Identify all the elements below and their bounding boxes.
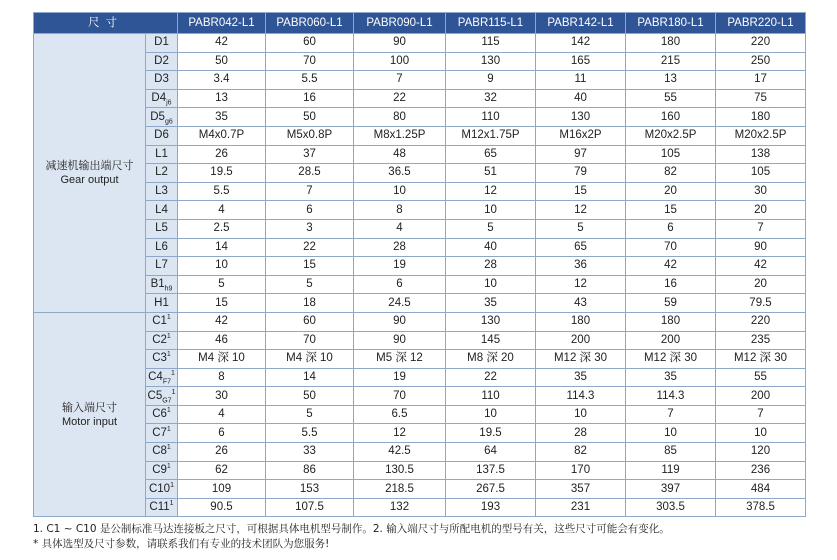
symbol-tolerance: h9 [164,285,173,293]
dimension-value: 15 [266,257,354,276]
dimension-value: 18 [266,294,354,313]
dimension-value: 220 [716,34,806,53]
dimension-value: 70 [626,238,716,257]
dimension-value: 378.5 [716,498,806,517]
header-model: PABR220-L1 [716,13,806,34]
symbol-text: C7 [152,426,167,439]
symbol-tolerance: g6 [164,117,173,125]
dimension-symbol [146,331,178,350]
dimension-value: 30 [178,387,266,406]
dimension-value: 90 [716,238,806,257]
dimension-value: 142 [536,34,626,53]
dimension-value: 132 [354,498,446,517]
dimension-value: 35 [626,368,716,387]
symbol-footnote-mark: 1 [166,351,171,359]
dimension-value: M12 深 30 [626,350,716,369]
dimension-value: 10 [536,405,626,424]
dimension-value: 60 [266,34,354,53]
dimension-value: 484 [716,480,806,499]
dimension-value: 70 [266,52,354,71]
table-row [34,164,806,183]
dimension-symbol [146,480,178,499]
symbol-tolerance: j6 [166,99,172,107]
dimension-value: 15 [626,201,716,220]
group-label-cn: 减速机输出端尺寸 [45,159,134,172]
symbol-text: L7 [155,259,168,272]
dimension-value: 105 [716,164,806,183]
dimension-value: 79.5 [716,294,806,313]
symbol-text: L6 [155,240,168,253]
dimension-value: 231 [536,498,626,517]
dimension-value: 86 [266,461,354,480]
dimension-value: 7 [716,219,806,238]
symbol-footnote-mark: 1 [170,481,174,489]
dimension-value: 64 [446,443,536,462]
dimension-value: 153 [266,480,354,499]
dimension-value: 180 [626,34,716,53]
dimension-value: 138 [716,145,806,164]
symbol-text: D3 [154,73,169,86]
dimension-value: 10 [446,405,536,424]
dimension-value: 50 [266,387,354,406]
symbol-text: B1 [150,278,165,291]
dimension-value: 79 [536,164,626,183]
dimension-value: 70 [354,387,446,406]
dimension-value: 16 [626,275,716,294]
table-row [34,461,806,480]
table-row [34,480,806,499]
table-row [34,424,806,443]
table-row [34,219,806,238]
dimension-value: 180 [626,312,716,331]
table-row [34,275,806,294]
dimension-value: 26 [178,443,266,462]
dimension-value: 235 [716,331,806,350]
dimension-value: 13 [178,89,266,108]
dimension-value: 107.5 [266,498,354,517]
footnotes [33,522,823,552]
symbol-footnote-mark: 1 [166,425,171,433]
dimension-value: 48 [354,145,446,164]
symbol-text: C1 [152,315,167,328]
dimension-value: 200 [536,331,626,350]
dimension-symbol [146,71,178,90]
dimension-value: 9 [446,71,536,90]
dimension-value: 28 [354,238,446,257]
symbol-text: D4 [151,92,167,105]
symbol-text: L3 [155,185,168,198]
dimension-value: 130 [536,108,626,127]
dimension-value: 303.5 [626,498,716,517]
dimension-value: 5.5 [266,71,354,90]
symbol-text: C4 [148,370,163,383]
dimension-value: M20x2.5P [716,126,806,145]
table-row [34,350,806,369]
symbol-text: D6 [154,129,169,142]
dimension-symbol [146,34,178,53]
dimension-value: 114.3 [536,387,626,406]
dimension-value: 36.5 [354,164,446,183]
group-label [34,312,146,517]
header-model: PABR090-L1 [354,13,446,34]
symbol-footnote-mark: 1 [166,444,171,452]
dimension-value: 180 [536,312,626,331]
dimension-value: 19.5 [178,164,266,183]
group-label-cn: 输入端尺寸 [62,401,117,414]
dimension-value: 267.5 [446,480,536,499]
symbol-text: L4 [155,203,168,216]
dimension-value: 110 [446,387,536,406]
symbol-footnote-mark: 1 [166,463,171,471]
symbol-text: C3 [152,352,167,365]
dimension-symbol [146,52,178,71]
dimension-value: 130 [446,312,536,331]
dimension-value: M8 深 20 [446,350,536,369]
dimension-value: 7 [626,405,716,424]
table-row [34,201,806,220]
dimension-value: 85 [626,443,716,462]
dimension-value: M5 深 12 [354,350,446,369]
dimension-value: M16x2P [536,126,626,145]
dimension-value: 397 [626,480,716,499]
dimension-value: 20 [716,275,806,294]
header-model: PABR042-L1 [178,13,266,34]
group-label-en: Motor input [61,415,118,428]
dimension-value: 28 [536,424,626,443]
dimension-value: 97 [536,145,626,164]
dimension-value: 6 [178,424,266,443]
table-row [34,405,806,424]
dimension-value: M8x1.25P [354,126,446,145]
dimension-value: 80 [354,108,446,127]
symbol-footnote-mark: 1 [170,370,175,378]
dimension-value: 4 [178,405,266,424]
dimension-table [33,12,806,517]
header-corner: 尺寸 [34,13,178,34]
dimension-value: 33 [266,443,354,462]
symbol-text: L5 [155,222,168,235]
dimension-value: 130 [446,52,536,71]
symbol-text: L2 [155,166,168,179]
dimension-value: 37 [266,145,354,164]
symbol-tolerance: F7 [162,378,171,386]
dimension-value: 90.5 [178,498,266,517]
dimension-value: 5 [178,275,266,294]
dimension-value: 165 [536,52,626,71]
footnote-line-1: 1. C1 ~ C10 是公制标准马达连接板之尺寸，可根据具体电机型号制作。2. 输入端尺寸与所配电机的型号有关，这些尺寸可能会有变化。 [33,523,670,535]
dimension-value: 5 [266,275,354,294]
dimension-value: 10 [446,201,536,220]
dimension-value: 357 [536,480,626,499]
dimension-value: 12 [536,275,626,294]
dimension-value: M4 深 10 [178,350,266,369]
symbol-text: D1 [154,36,169,49]
dimension-value: 10 [626,424,716,443]
dimension-symbol [146,368,178,387]
dimension-value: 19.5 [446,424,536,443]
dimension-value: M5x0.8P [266,126,354,145]
dimension-value: 3 [266,219,354,238]
table-row [34,331,806,350]
dimension-value: 10 [354,182,446,201]
dimension-symbol [146,89,178,108]
dimension-value: M4x0.7P [178,126,266,145]
dimension-value: 137.5 [446,461,536,480]
dimension-symbol [146,294,178,313]
dimension-symbol [146,498,178,517]
dimension-symbol [146,145,178,164]
dimension-value: 19 [354,368,446,387]
dimension-value: 65 [536,238,626,257]
table-row [34,294,806,313]
dimension-value: 218.5 [354,480,446,499]
dimension-symbol [146,443,178,462]
symbol-text: L1 [155,147,168,160]
dimension-value: 20 [626,182,716,201]
symbol-footnote-mark: 1 [166,332,171,340]
dimension-value: 5 [536,219,626,238]
symbol-footnote-mark: 1 [171,388,176,396]
dimension-value: M12x1.75P [446,126,536,145]
dimension-value: 90 [354,34,446,53]
dimension-symbol [146,387,178,406]
dimension-value: 220 [716,312,806,331]
dimension-value: 12 [446,182,536,201]
dimension-value: 28 [446,257,536,276]
dimension-value: M12 深 30 [716,350,806,369]
table-row [34,145,806,164]
dimension-value: 70 [266,331,354,350]
dimension-value: 200 [716,387,806,406]
table-row [34,238,806,257]
dimension-value: 14 [178,238,266,257]
dimension-symbol [146,312,178,331]
dimension-value: 250 [716,52,806,71]
dimension-value: 17 [716,71,806,90]
header-model: PABR115-L1 [446,13,536,34]
dimension-value: 40 [446,238,536,257]
dimension-value: 110 [446,108,536,127]
dimension-value: 42 [716,257,806,276]
table-row [34,108,806,127]
dimension-value: 200 [626,331,716,350]
dimension-value: 32 [446,89,536,108]
symbol-text: D5 [150,110,165,123]
dimension-value: 62 [178,461,266,480]
dimension-value: 4 [178,201,266,220]
dimension-value: 4 [354,219,446,238]
dimension-value: 170 [536,461,626,480]
dimension-value: 119 [626,461,716,480]
table-row [34,126,806,145]
dimension-value: 40 [536,89,626,108]
dimension-value: 43 [536,294,626,313]
dimension-value: 51 [446,164,536,183]
symbol-text: C10 [148,482,171,495]
footnote-line-2: * 具体选型及尺寸参数，请联系我们有专业的技术团队为您服务! [33,538,330,550]
symbol-text: C2 [152,333,167,346]
symbol-text: D2 [154,54,169,67]
dimension-value: 90 [354,312,446,331]
dimension-value: 30 [716,182,806,201]
dimension-value: 42.5 [354,443,446,462]
dimension-value: 36 [536,257,626,276]
dimension-value: 105 [626,145,716,164]
dimension-value: 42 [626,257,716,276]
dimension-value: 10 [178,257,266,276]
dimension-value: 2.5 [178,219,266,238]
dimension-value: 42 [178,34,266,53]
table-row [34,312,806,331]
dimension-value: 11 [536,71,626,90]
dimension-value: 50 [178,52,266,71]
header-model: PABR180-L1 [626,13,716,34]
symbol-text: C5 [147,389,163,402]
dimension-value: 13 [626,71,716,90]
dimension-value: 6.5 [354,405,446,424]
dimension-value: 22 [266,238,354,257]
dimension-symbol [146,424,178,443]
dimension-value: 35 [178,108,266,127]
dimension-table-container [33,12,805,517]
dimension-value: 20 [716,201,806,220]
symbol-text: C8 [152,445,167,458]
dimension-symbol [146,461,178,480]
header-model: PABR142-L1 [536,13,626,34]
dimension-symbol [146,108,178,127]
dimension-value: 28.5 [266,164,354,183]
dimension-value: 3.4 [178,71,266,90]
dimension-value: 55 [626,89,716,108]
dimension-value: 82 [626,164,716,183]
dimension-value: 8 [178,368,266,387]
table-body [34,34,806,517]
dimension-value: 236 [716,461,806,480]
dimension-value: 130.5 [354,461,446,480]
dimension-value: 100 [354,52,446,71]
dimension-value: 42 [178,312,266,331]
dimension-value: 12 [536,201,626,220]
dimension-symbol [146,219,178,238]
dimension-value: 193 [446,498,536,517]
header-row [34,13,806,34]
dimension-value: 115 [446,34,536,53]
group-label-en: Gear output [60,173,119,186]
dimension-value: 10 [716,424,806,443]
header-model: PABR060-L1 [266,13,354,34]
dimension-value: 50 [266,108,354,127]
dimension-symbol [146,182,178,201]
table-row [34,368,806,387]
dimension-value: 160 [626,108,716,127]
symbol-footnote-mark: 1 [169,500,174,508]
symbol-footnote-mark: 1 [166,314,171,322]
dimension-value: 24.5 [354,294,446,313]
dimension-value: 46 [178,331,266,350]
dimension-value: 59 [626,294,716,313]
dimension-value: 5.5 [266,424,354,443]
dimension-value: 10 [446,275,536,294]
dimension-value: 26 [178,145,266,164]
symbol-text: C6 [152,408,167,421]
table-row [34,498,806,517]
dimension-symbol [146,257,178,276]
dimension-value: 180 [716,108,806,127]
dimension-value: 15 [536,182,626,201]
dimension-value: M20x2.5P [626,126,716,145]
dimension-value: 6 [354,275,446,294]
table-row [34,71,806,90]
dimension-value: M12 深 30 [536,350,626,369]
dimension-value: 22 [354,89,446,108]
dimension-value: 114.3 [626,387,716,406]
symbol-text: C11 [149,501,170,514]
symbol-text: C9 [152,463,167,476]
dimension-value: 7 [716,405,806,424]
table-row [34,257,806,276]
group-label [34,34,146,313]
dimension-symbol [146,350,178,369]
symbol-footnote-mark: 1 [166,407,171,415]
dimension-value: 7 [354,71,446,90]
symbol-text: H1 [154,296,169,309]
dimension-symbol [146,126,178,145]
dimension-value: 16 [266,89,354,108]
dimension-symbol [146,275,178,294]
table-row [34,182,806,201]
dimension-value: 5 [446,219,536,238]
dimension-value: 6 [626,219,716,238]
dimension-value: 90 [354,331,446,350]
dimension-symbol [146,238,178,257]
dimension-value: 35 [446,294,536,313]
dimension-value: 82 [536,443,626,462]
dimension-value: 12 [354,424,446,443]
dimension-value: 5 [266,405,354,424]
dimension-value: 35 [536,368,626,387]
dimension-value: 5.5 [178,182,266,201]
dimension-value: 65 [446,145,536,164]
dimension-symbol [146,164,178,183]
table-row [34,443,806,462]
table-row [34,34,806,53]
dimension-value: 15 [178,294,266,313]
dimension-value: 19 [354,257,446,276]
dimension-value: 215 [626,52,716,71]
table-row [34,89,806,108]
table-row [34,52,806,71]
dimension-value: 75 [716,89,806,108]
dimension-value: 109 [178,480,266,499]
dimension-symbol [146,405,178,424]
dimension-value: 7 [266,182,354,201]
dimension-value: 120 [716,443,806,462]
dimension-value: 14 [266,368,354,387]
dimension-value: 8 [354,201,446,220]
symbol-tolerance: G7 [162,396,172,404]
dimension-value: 55 [716,368,806,387]
dimension-value: 6 [266,201,354,220]
table-row [34,387,806,406]
dimension-value: 60 [266,312,354,331]
dimension-value: M4 深 10 [266,350,354,369]
dimension-symbol [146,201,178,220]
dimension-value: 145 [446,331,536,350]
dimension-value: 22 [446,368,536,387]
